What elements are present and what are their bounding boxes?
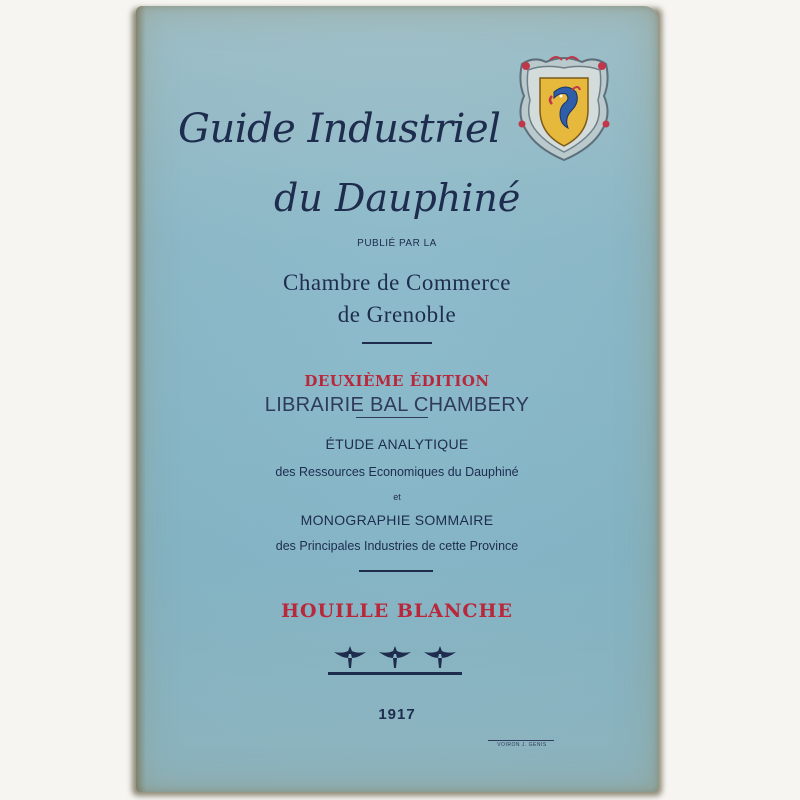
monograph-heading: MONOGRAPHIE SOMMAIRE xyxy=(300,512,494,528)
publisher-line-2: de Grenoble xyxy=(337,302,457,327)
conjunction-text: et xyxy=(393,492,401,502)
monograph-subtitle: des Principales Industries de cette Province xyxy=(275,539,519,553)
booklet-cover xyxy=(136,6,658,792)
study-heading: ÉTUDE ANALYTIQUE xyxy=(325,436,469,452)
watermark-underline xyxy=(356,417,428,418)
edition-label: DEUXIÈME ÉDITION xyxy=(304,372,490,390)
printer-rule xyxy=(488,740,554,741)
study-subtitle: des Ressources Economiques du Dauphiné xyxy=(275,465,519,479)
printer-imprint: VOIRON J. GENIS xyxy=(497,742,547,748)
published-by-label: PUBLIÉ PAR LA xyxy=(357,238,437,249)
title-line-1: Guide Industriel xyxy=(178,106,501,152)
section-title: HOUILLE BLANCHE xyxy=(281,600,513,622)
publisher-line-1: Chambre de Commerce xyxy=(283,270,511,295)
dauphin-coat-of-arms-icon xyxy=(514,52,614,164)
divider-rule-middle xyxy=(359,570,433,572)
bookseller-watermark: LIBRAIRIE BAL CHAMBERY xyxy=(264,394,530,416)
title-line-2: du Dauphiné xyxy=(274,176,521,220)
publication-year: 1917 xyxy=(378,706,416,723)
divider-rule-top xyxy=(362,342,432,344)
triple-palmette-ornament-icon xyxy=(328,646,462,680)
